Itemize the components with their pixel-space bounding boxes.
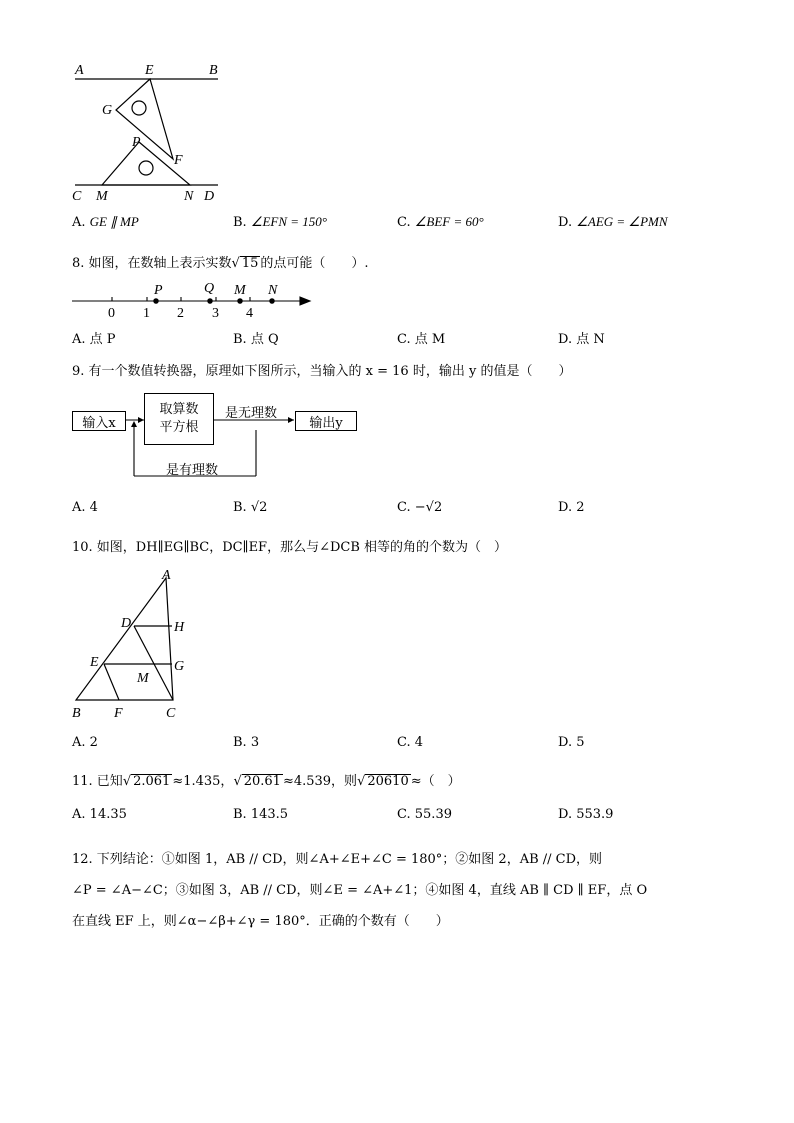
q12-stem-line3: 在直线 EF 上，则∠α−∠β+∠γ = 180°．正确的个数有（ ）: [72, 914, 449, 929]
option-text: ∠AEG = ∠PMN: [576, 214, 668, 229]
q10-option-a[interactable]: A. 2: [72, 735, 98, 750]
label-H: H: [174, 620, 185, 635]
flow-process-box: 取算数 平方根: [144, 393, 214, 445]
point-P: P: [154, 283, 163, 298]
q11-option-d[interactable]: D. 553.9: [558, 807, 614, 822]
q10-option-c[interactable]: C. 4: [397, 735, 424, 750]
option-text: 2: [576, 500, 585, 515]
q11-option-b[interactable]: B. 143.5: [233, 807, 289, 822]
q7-option-c[interactable]: C. ∠BEF = 60°: [397, 214, 484, 230]
option-text: ∠BEF = 60°: [414, 214, 484, 229]
flow-irrational-label: 是无理数: [225, 406, 278, 421]
option-text: 4: [89, 500, 98, 515]
q8-stem: 8. 如图，在数轴上表示实数√ 15 的点可能（ ）.: [72, 256, 369, 271]
label-G: G: [102, 103, 113, 118]
label-G: G: [174, 659, 185, 674]
option-text: 3: [250, 735, 260, 750]
flow-output-box: 输出y: [295, 411, 357, 431]
flow-rational-label: 是有理数: [166, 463, 219, 478]
label-N: N: [184, 189, 194, 204]
option-text: 5: [576, 735, 585, 750]
q9-flow-lines: [70, 390, 370, 485]
option-text: 点 P: [89, 332, 116, 347]
q8-number-line: [70, 280, 320, 322]
label-M: M: [96, 189, 108, 204]
q8-option-a[interactable]: A. 点 P: [72, 332, 116, 347]
label-B: B: [209, 63, 218, 78]
q10-stem: 10. 如图，DH∥EG∥BC，DC∥EF，那么与∠DCB 相等的角的个数为（ ）: [72, 540, 508, 555]
flow-input-box: 输入x: [72, 411, 126, 431]
q7-option-a[interactable]: A. GE ∥ MP: [72, 214, 139, 230]
point-Q: Q: [204, 281, 215, 296]
label-C: C: [166, 706, 176, 721]
tick-1: 1: [143, 306, 150, 321]
q8-option-b[interactable]: B. 点 Q: [233, 332, 279, 347]
option-text: ∠EFN = 150°: [250, 214, 328, 229]
q9-option-a[interactable]: A. 4: [72, 500, 98, 515]
point-M: M: [234, 283, 246, 298]
label-A: A: [162, 568, 171, 583]
q10-option-b[interactable]: B. 3: [233, 735, 260, 750]
q12-stem-line1: 12. 下列结论：①如图 1，AB // CD，则∠A+∠E+∠C = 180°；②如图 2，AB // CD，则: [72, 852, 603, 867]
label-D: D: [121, 616, 132, 631]
q8-option-c[interactable]: C. 点 M: [397, 332, 446, 347]
q11-option-c[interactable]: C. 55.39: [397, 807, 452, 822]
q7-option-b[interactable]: B. ∠EFN = 150°: [233, 214, 328, 230]
option-text: GE ∥ MP: [89, 214, 139, 229]
option-text: 2: [89, 735, 98, 750]
option-text: 点 N: [576, 332, 605, 347]
label-F: F: [174, 153, 183, 168]
tick-3: 3: [212, 306, 219, 321]
label-A: A: [75, 63, 84, 78]
label-C: C: [72, 189, 82, 204]
option-text: 4: [414, 735, 424, 750]
q9-option-c[interactable]: C. −√2: [397, 500, 443, 515]
label-E: E: [145, 63, 154, 78]
option-text: 点 M: [414, 332, 446, 347]
label-D: D: [204, 189, 215, 204]
q12-stem-line2: ∠P = ∠A−∠C；③如图 3，AB // CD，则∠E = ∠A+∠1；④如图 4，直线 AB ∥ CD ∥ EF，点 O: [72, 883, 648, 898]
option-text: −√2: [414, 500, 443, 515]
q8-option-d[interactable]: D. 点 N: [558, 332, 605, 347]
q7-figure: [70, 58, 230, 208]
option-text: 143.5: [250, 807, 289, 822]
label-B: B: [72, 706, 81, 721]
tick-4: 4: [246, 306, 253, 321]
option-text: √2: [250, 500, 268, 515]
point-N: N: [268, 283, 278, 298]
option-text: 553.9: [576, 807, 614, 822]
q11-option-a[interactable]: A. 14.35: [72, 807, 127, 822]
label-M: M: [137, 671, 149, 686]
label-E: E: [90, 655, 99, 670]
q10-figure: [70, 566, 200, 726]
option-text: 55.39: [414, 807, 452, 822]
label-P: P: [132, 135, 141, 150]
option-text: 14.35: [89, 807, 127, 822]
option-text: 点 Q: [250, 332, 279, 347]
q9-option-b[interactable]: B. √2: [233, 500, 268, 515]
q10-option-d[interactable]: D. 5: [558, 735, 585, 750]
tick-0: 0: [108, 306, 115, 321]
q9-option-d[interactable]: D. 2: [558, 500, 585, 515]
tick-2: 2: [177, 306, 184, 321]
label-F: F: [114, 706, 123, 721]
q7-option-d[interactable]: D. ∠AEG = ∠PMN: [558, 214, 668, 230]
q11-stem: 11. 已知√ 2.061 ≈1.435，√ 20.61 ≈4.539，则√ 20610 ≈（ ）: [72, 774, 461, 789]
q9-stem: 9. 有一个数值转换器，原理如下图所示，当输入的 x = 16 时，输出 y 的值是（ ）: [72, 364, 572, 379]
